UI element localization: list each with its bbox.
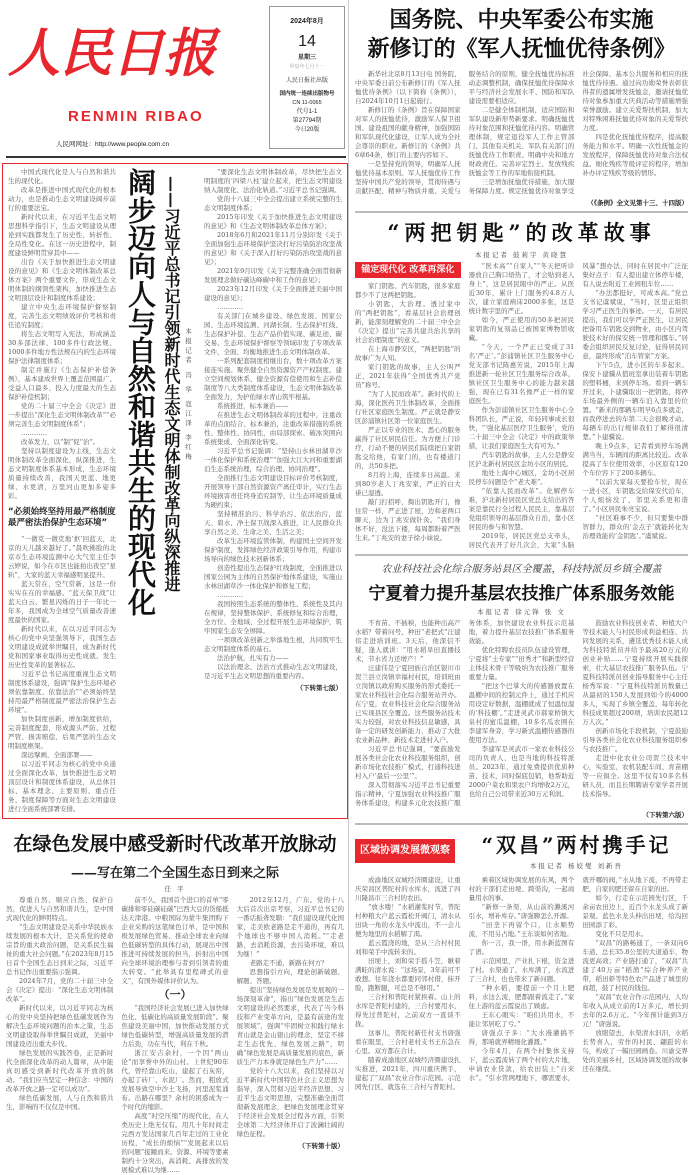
paragraph: “放水喽！”水稻灌浆时节，普陀村种粮大户蓝云霞松开阀门，清水从田块一角的水龙头中流出，不一会儿便为地里的水稻解了渴。 (355, 903, 461, 938)
paragraph: 如今，严正使用的50多把居民家钥匙的复刻品已被国家博物馆收藏。 (468, 316, 575, 342)
paragraph: 改革是推进中国式现代化的根本动力，也是推动生态文明建设阔步前行的重要法宝。 (8, 186, 116, 212)
paragraph: 思想指引方向，理论创新破题、解题、答题。 (236, 968, 344, 985)
green-subheadline: ——写在第二个全国生态日到来之际 (70, 866, 279, 881)
paragraph: 汪建伟是宁夏回族自治区银川市贺兰县立岗镇幸福村村民，培训班由立岗镇以政府购买服务的形式委托一家农业科技社会化综合服务站开办。在宁夏，农业科技社会化综合服务站已实现县区全覆盖。这些服务站技术实力较强，对农业科技信息敏感，具备一定的研发创新能力，推动了大批农业新品种、新技术走进村入户。 (355, 664, 461, 744)
paragraph: 改革生态环境监管体制，构建国土空间开发保护制度，发挥绿色经济政策引导作用，构建市场导向的绿色技术创新体系； (204, 537, 342, 563)
paragraph: ………… (21, 429, 47, 437)
feature-left-column (8, 168, 116, 501)
page-count: 今日20版 (294, 127, 320, 133)
green-continue-note: （下转第十版） (298, 1142, 344, 1150)
green-byline: 任 平 (164, 885, 186, 893)
paragraph: 新时代以来，在习近平生态文明思想科学指引下，生态文明建设从理论到实践都发生了历史性、转折性、全局性变化。在这一历史进程中，制度建设鲜明贯穿其中—— (8, 213, 116, 257)
region-headline[interactable]: “双昌”两村携手记 (481, 833, 672, 857)
paragraph: “田垄下再留个口，让水顺势流，不用另占地。”王东谈如何省地。 (468, 921, 575, 938)
date-box (269, 6, 345, 149)
paragraph: “社区难事不少，但只要集中群智群力，群众的‘金点子’就能转化为治理效能的‘金钥匙’。”虞斌说。 (582, 514, 688, 540)
publisher: 人民日报社出版 (285, 78, 328, 84)
left-page-column (2, 0, 348, 1175)
paragraph: 高度“时空压缩”的现代化，在人类历史上绝无仅有。用几十年时间走完西方发达国家几百年走过的工业化历程，“成长的烦恼”“发展起来以后的问题”接踵而来。资源、环境等要素制约十分突出，高消耗、高排放的发展模式难以为继…… (121, 1112, 229, 1174)
green-section-marker: （一） (158, 988, 192, 1001)
lead-article-body (355, 70, 688, 196)
paragraph: 全面推行生态文明建设目标评价考核制度，开展领导干部自然资源资产离任审计，实行生态环境损害责任终身追究制等，让生态环境质量成为硬约束； (204, 474, 342, 509)
right-page-column (348, 0, 688, 1092)
paragraph: 坚持精准治污、科学治污、依法治污，蓝天、碧水、净土保卫战深入推进，让人民群众共享自然之美、生命之美、生活之美； (204, 510, 342, 536)
paragraph: 在推进生态文明体制改革的过程中，注重改革的点面结合、标本兼治，注重改革措施的系统性、整体性、协同性，由局部探索、破冰突围向系统集成、全面深化转变。 (204, 411, 342, 446)
ningxia-continue-note: （下转第六版） (642, 811, 688, 819)
paragraph: 二是健全体制机制，适应国防和军队建设新形势新要求。明确抚恤优待对象范围和抚恤优待内容。明确管理体制，规定退役军人工作主管部门、其他有关机关、军队有关部门的抚恤优待工作职责。明确中央和地方财政责任。完善评定烈士、发放残疾抚恤金等工作的军地衔接机制。 (468, 106, 575, 177)
paragraph: 李建军是灵武市一家农业科技公司的负责人，也是当地的科技特派员。2023年，通过免费提供优质种苗、技术，同时保底包销，他帮助近2000户菜农和果农户均增收2万元，也给自己公司带来近30万元利润。 (468, 745, 575, 798)
paragraph: 敲门打招呼，掏出钥匙开门，像往常一样，严正进了屋，边和老两口聊天，边为丁兆安做针灸。“我们身体不好，没法下楼，每周都盼着严医生来。”丁兆安的妻子徐小妹说。 (355, 498, 461, 542)
paragraph: “新修一条渠，从山前的濑溪河引水，增补库存。”唐强聊怎么开源。 (468, 903, 575, 920)
paragraph: 出台《关于加快推进生态文明建设的意见》和《生态文明体制改革总体方案》两个重要文件，形成生态文明体制的纲领性架构，加快推进生态文明顶层设计和制度体系建设； (8, 258, 116, 302)
keys-article-body (355, 262, 688, 550)
paragraph: 如今，行走在示范园先行区，千余亩农田边上，近百个水龙头成了新景观。蓝色水龙头伸出田埂，给沟回田园添了彩。 (582, 894, 688, 929)
green-article-column (6, 896, 113, 1175)
paragraph: 改革发力，以“制”促“治”。 (21, 438, 100, 446)
paragraph: 绿色低碳发展，人与自然和谐共生，影响的不仅仅是中国。 (6, 1094, 114, 1111)
paragraph: 中国式现代化是人与自然和谐共生的现代化。 (8, 168, 116, 185)
paragraph: 深远擘画，全面部署—— (21, 751, 93, 759)
feature-left-stack (8, 168, 116, 814)
paragraph: “一微克一微克地‘抠’回蓝天，北京的天儿越来越好了。”晨吹拂脸的北京市生态环境监测中心大气室主任李云婷说，如今在市区也能拍出夜空“星轨”，大家的蓝天幸福感明显提升。 (8, 535, 116, 579)
paragraph: “医术高”“自家人”“冬天把听诊器放自己胸口焐热了，才会贴到老人身上”，这是居民眼中的严正。从医近30年，累计上门服务约4.8万人次，建立家庭病床2000多张，这是统计数字里的严正。 (468, 262, 575, 315)
paragraph: 新华社北京8月13日电 国务院、中央军委日前公布新修订的《军人抚恤优待条例》（以下简称《条例》），自2024年10月1日起施行。 (355, 70, 461, 105)
feature-subheadline: ——习近平总书记引领新时代生态文明体制改革向纵深推进 (162, 176, 181, 592)
paragraph: 2019年，居民区党总支牵头，居民代表开了好几次会，大家“头脑风暴”想办法，同时在居民中广泛征集好点子：有人提出建立体停车楼，有人说去附近工业园租车位…… (468, 262, 688, 549)
paragraph: 鼓励农业科技创业者、种植大户等技术能人与村民形成利益相连、共同发展的关系，遴选优秀技术能人成为科技特派员并给予最高20万元的创业补贴……宁夏持续开展实践探索，壮大基层农技推广服务队伍。宁夏科技特派员创业指导服务中心主任杨秀军说：“宁夏科技特派员数量已从最初的150人发展到如今的4000多人，实现了乡镇全覆盖，每年转化科技成果超过200项，培训农民超12万人次。” (582, 619, 688, 726)
paragraph: 党的十八大以来，我们坚持以习近平新时代中国特色社会主义思想为指导，深入贯彻习近平经济思想、习近平生态文明思想，完整准确全面贯彻新发展理念，把绿色发展理念贯穿于经济社会发展全过程各方面，引领全球第二大经济体开启了波澜壮阔的绿色征程。 (236, 1067, 344, 1138)
paragraph: 8月的上海，连续多日高温。来到80岁老人丁兆安家，严正的白大褂已湿透。 (355, 471, 461, 497)
region-header (355, 829, 688, 873)
paragraph: 制定并施行《生态保护补偿条例》，基本建成世界上覆盖范围最广、受益人口最多、投入力度最大的生态保护补偿机制； (8, 366, 116, 401)
date-day: 14 (298, 33, 316, 50)
green-columns (2, 896, 348, 1175)
paragraph: 田埂上，刘和荣手摇斗笠，瞅着满畦的清水说：“这场景，3年前可不敢想。往年浇水都要同邻村借，抹开脸，跑断腿，可总是不够用。” (355, 957, 461, 992)
paragraph: 在上海市静安区，“两把钥匙”的故事广为人知。 (355, 345, 461, 362)
paragraph: 王东心眼实：“咱们共用水，不能让邻居吃了亏。” (468, 1011, 575, 1028)
paragraph: 以法治理念、法治方式推动生态文明建设，是习近平生态文明思想的重要内容。 (204, 663, 342, 680)
feature-title-block (122, 168, 198, 814)
paragraph: 2023年12月印发《关于全面推进美丽中国建设的意见》； (204, 285, 342, 302)
region-article-body (355, 876, 688, 1092)
paragraph: 这事儿，普陀村新任村支书唐强看在眼里，三合村老村支书王东急在心里。双方都在合计。 (355, 1029, 461, 1055)
paragraph: 唐强点子多：“大水漫灌搞不得，那咱就弄精细化灌溉。” (468, 1029, 575, 1046)
paragraph: 三合村和普陀村紧挨着。山上的水库是普陀村建的，三合村要用水，得先过普陀村，之前双方一直谈不拢。 (355, 993, 461, 1028)
paragraph: ………… (217, 591, 243, 599)
ningxia-article-body (355, 619, 688, 808)
ningxia-kicker: 农业科技社会化综合服务站县区全覆盖，科技特派员乡镇全覆盖 (381, 564, 662, 575)
paragraph: 创新市场化手段机制，宁夏鼓励引导各类社会化农业科技服务组织参与农技推广。 (582, 727, 688, 753)
paragraph: 尊重自然、顺应自然、保护自然，促进人与自然和谐共生，是中国式现代化的鲜明特点。 (6, 896, 114, 922)
paragraph: “要深化生态文明体制改革，尽快把生态文明制度的‘四梁八柱’建立起来，把生态文明建设纳入制度化、法治化轨道。”习近平总书记强调。 (204, 168, 342, 194)
paragraph: 2021年9月印发《关于完整准确全面贯彻新发展理念做好碳达峰碳中和工作的意见》； (204, 267, 342, 284)
paragraph: 小钥匙，大治理。透过家中的“两把钥匙”，看基层社会治理创新，能深刻理解党的二十届三中全会《决定》提出“完善共建共治共享的社会治理制度”的意义。 (355, 300, 461, 344)
paragraph: “以前大家每天要抢车位，现在一进小区，车钥匙交给保安代泊车，个人烦恼没了，邻里关系更和谐了。”小区居民朱亮宝说。 (582, 478, 688, 513)
paragraph: 坚持以制度建设为主线，生态文明体制改革全面深化，纵深推进，生态文明制度体系基本形成，生态环境质量持续改善，我国天更蓝、地更绿、水更清，万里河山更加多姿多彩。 (8, 447, 116, 500)
paragraph: 三是增加抚恤优待措施，加大服务保障力度。规定抚恤优待对象享受社会保障、基本公共服务和相应的抚恤优待待遇。通过向功勋荣誉表彰获得者的遗属增发抚恤金，邀请抚恤优待对象参加重大庆典活动等措施增强荣誉激励。建立关爱帮扶机制，加大对特殊困难抚恤优待对象的关爱帮扶力度。 (468, 70, 688, 195)
paragraph: 2012年12月，广东。党的十八大后首次出京考察，习近平总书记的一番话振聋发聩：“我们建设现代化国家，走美欧老路是走不通的，再有几个地球也不够中国人消耗。”“走老路，去消耗资源，去污染环境，难以为继！” (236, 896, 344, 958)
paragraph: 前不久，我国首个进口的首单“零碳排和零硅碳硅碳”巴西大豆的货船抵达天津港。中粮国际为蒙牛集团购下企业采购的这笔绿色订单，是中国积极发展绿色贸易、推动全球农业向绿色低碳转型的具体行动，展现出中国推进可持续发展的担当，折射出中国向全球环境治理参与者到引领者的重大转变。“此举具有里程碑式的意义”，有国外媒体评价认为。 (121, 896, 229, 985)
paragraph: 蓝云霞浇的地，是从三合村村民刘和荣手中流转来的。 (355, 939, 461, 956)
website-url[interactable]: 人民网网址：http://www.people.com.cn (56, 141, 170, 148)
paragraph: 加快制度创新，增加制度供给，完善制度配套，形成源头严防、过程严管、损害赔偿、后果严惩的生态文明制度框架。 (8, 715, 116, 750)
feature-pull-quote: “必须始终坚持用最严格制度最严密法治保护生态环境” (8, 507, 116, 528)
paragraph: 地处上海中心城区，金坊小区居民停车问题是个“老大难”。 (468, 469, 575, 486)
lead-headline[interactable] (355, 6, 688, 64)
paragraph: 新时代以来，以习近平同志为核心的党中央坚持把绿色低碳发展作为解决生态环境问题的治本之策，生态文明建设取得举世瞩目成就，美丽中国建设迈出重大步伐。 (6, 1004, 114, 1048)
paragraph: 2015年印发《关于加快推进生态文明建设的意见》和《生态文明体制改革总体方案》； (204, 213, 342, 230)
serial-label: 国内统一连续出版物号 (279, 91, 335, 97)
paragraph: 浙江安吉余村，一个因“两山论”而享誉中外的山村。上世纪90年代，曾经靠山吃山，建起了石灰窑，办起了砖厂、水泥厂。然而，粗放式发展导致空中沙土飞扬，河里泥浆涌布。出路在哪里？余村的困惑成为一个时代的缩影。 (121, 1049, 229, 1111)
paragraph: 家门钥匙、汽车钥匙，很多家庭都少不了这两把钥匙。 (355, 282, 461, 299)
green-article-column (121, 896, 228, 1175)
paragraph: 汽车钥匙的故事，主人公是静安区沪北新村居民区金坊小区的居民。 (468, 451, 575, 468)
green-headline[interactable]: 在绿色发展中感受新时代改革开放脉动 (13, 833, 337, 855)
paragraph: “今天，一个严正已变成了31名‘严正’。”彭浦镇社区卫生服务中心党支部书记陈惠芳说，2015年上海推进新一轮社区卫生服务综合改革，镇社区卫生服务中心的能力越来越强，现在已有31名像严正一样的家庭医生。 (468, 343, 575, 405)
paragraph: 习近平总书记高度重视生态文明制度体系建设，强调“保护生态环境必须依靠制度、依靠法治”“必须始终坚持用最严格制度最严密法治保护生态环境”。 (8, 670, 116, 714)
paragraph: 一项项改革创新之举落地生根，共同筑牢生态文明制度体系的基石。 (204, 636, 342, 653)
feature-byline: 本报记者 冯 华 寇江泽 李红梅 (184, 328, 192, 463)
region-byline: 本报记者 杨姣燮 刘新吾 (529, 862, 624, 870)
paragraph: 老路走不通，新路在何方？ (249, 959, 328, 967)
paragraph: 建立中央生态环境保护督察制度，完善生态文明绩效评价考核和责任追究制度； (8, 303, 116, 329)
paragraph: “双昌”农业合作示范园内，人均年收入从成立前的1万多元，增长到去年的2.6万元。“今年预计能到3万元！”唐强说。 (582, 993, 688, 1028)
paragraph: 党的十八届三中全会提出建立系统完整的生态文明制度体系； (204, 195, 342, 212)
paragraph: “生态文明建设是关系中华民族永续发展的根本大计，是关系党的使命宗旨的重大政治问题，是关系民生福祉的重大社会问题。”在2023年8月15日首个全国生态日到来之际，习近平总书记作出重要指示强调。 (6, 923, 114, 976)
masthead-logo: 人民日报 (8, 23, 217, 84)
series-tag-regional: 区域协调发展微观察 (355, 839, 455, 863)
paragraph: 一是坚持党的领导，明确军人抚恤优待基本原则。军人抚恤优待工作坚持中国共产党的领导，贯彻待遇与贡献匹配、精神与物质并重、关爱与服务结合的原则，健全抚恤优待标准动态调整机制，确保抚恤优待保障水平与经济社会发展水平、国防和军队建设需要相适应。 (355, 70, 575, 195)
paragraph: 系统推进，标本兼治—— (217, 402, 289, 410)
paragraph: 作为彭浦镇社区卫生服务中心全科团队长，严正说，年轻同事成长很快，“‘强化基层医疗卫生服务’，党的二十届三中全会《决定》中的政策举措，让我们家庭医生大有可为。” (468, 406, 575, 450)
paragraph: 习近平总书记强调，“要鼓励发展各类社会化农业科技服务组织，创新市场化农技推广模式，打通科技进村入户‘最后一公里’”。 (355, 745, 461, 780)
paragraph: 示范园里，产业扎下根，资金进了村。水渠通了，水库满了，水流进了三合村，也也带来了新问题。 (468, 957, 575, 983)
paragraph: 绿色发展的实践答卷，正是新时代全面深化改革的动人篇章，从中能真切感受到新时代改革开放的脉动。“我们应当坚定一种信念：中国的改革开放之路一定可以成功”。 (6, 1049, 114, 1093)
series-tag-modernization: 锚定现代化 改革再深化 (355, 262, 461, 278)
lead-headline-line-1: 国务院、中央军委公布实施 (389, 8, 654, 33)
paragraph: 不育苗、不插秧，也能种出高产水稻？带着问号，种田“老把式”汪建伟走进培训班。3天后，他深信不疑，逢人就讲：“用水稻旱田直播技术，节水省力还增产！” (355, 619, 461, 663)
paragraph: 新修订的《条例》旨在保障国家对军人的抚恤优待，激励军人保卫祖国、建设祖国的献身精神，加强国防和军队现代化建设，让军人成为全社会尊崇的职业。新修订的《条例》共6章64条，修订的主要内容如下。 (355, 106, 461, 159)
paragraph: 晚上9点多，记者看到停车场满满当当，车辆间的距离比较近。改革提高了车位使用效率，小区原有120个车位容下了200多辆车。 (582, 442, 688, 477)
paragraph: 2018年6月和2021年11月分别印发《关于全面加强生态环境保护坚决打好污染防治攻坚战的意见》和《关于深入打好污染防治攻坚战的意见》； (204, 231, 342, 266)
feature-right-column (204, 168, 342, 681)
date-weekday: 星期三 (297, 55, 316, 61)
paragraph: “我国经济社会发展已进入加快绿色化、低碳化的高质量发展阶段”。聚焦建设美丽中国，加快推动发展方式绿色低碳转型，增强高质量发展的潜力后劲，功在当代，利在千秋。 (121, 1004, 229, 1048)
feature-left-column-2 (8, 535, 116, 814)
paragraph: 深入贯彻落实习近平总书记重要指示精神，宁夏加强农业科技推广服务体系建设，构建多元化农技推广服务体系，加快建设农业科技示范基地，着力提升基层农技推广体系服务效能。 (355, 619, 575, 807)
paragraph: 蓝天常在，空气常新，这是一份实实在在的幸福感。“蓝天保卫战”让蓝天白云、繁星闪烁的日子一年比一年多，我国成为全球空气质量改善速度最快的国家。 (8, 580, 116, 624)
paragraph: 今年4月，在两个村集体支持下，蓝云霞流转了两个村的大片地，申请农业贷款，给农田装上“自来水”。“引水管网埋地下，哪需要水，就开哪的阀，”水从地下流，不再带走肥，自家的肥还留在自家的田。 (468, 876, 688, 1082)
keys-byline: 本报记者 鼓莉宇 黄晓慧 (474, 251, 569, 259)
paragraph: 我国按照生态系统的整体性、系统性及其内在规律，坚持整体保护、系统修复和综合治理，全方位、全地域、全过程开展生态环境保护，筑牢国家生态安全屏障。 (204, 600, 342, 635)
paragraph: 四是优化抚恤优待程序，提高服务能力和水平。明确一次性抚恤金的发放程序，保障抚恤优待对象合法权益。细化残疾等级评定的程序，增加补办评定残疾等级的情形。 (582, 133, 688, 177)
cn-number: CN 11-0065 (292, 100, 322, 106)
ningxia-byline: 本报记者 徐元锋 张 文 (477, 608, 566, 616)
masthead (2, 0, 348, 160)
ningxia-headline[interactable]: 宁夏着力提升基层农技推广体系服务效能 (368, 584, 675, 604)
paragraph: “双昌”的路畅通了，一条双向6车道、总长35.8公里的大道通车，物流更高效；产业链打通了，“双昌”共建了40万亩“稻渔”综合种养产业带，稻田虾等特色农产品进了城里的商超，鼓了村民的钱包。 (582, 939, 688, 992)
paragraph: 变化不只是用水。 (595, 930, 648, 938)
paragraph: 提出“坚持绿色发展是发展观的一场深刻革命”，指出“绿色发展是生态文明建设的必然要求，代表了当今科技和产业变革方向，是最有前途的发展领域”，强调“牢固树立和践行绿水青山就是金山银山的理念，坚定不移走生态优先、绿色发展之路”，明确“绿色发展是高质量发展的底色，新质生产力本身就是绿色生产力”…… (236, 986, 344, 1066)
paragraph: “办法都挺好，可成本高。”党总支书记虞斌说，“当时，区里正组织学习严正医生的事迹。一天，有居民提出，我们可以学严正医生，让居民把备用车钥匙交到物业，由小区内驾驶技术好的保安统一管理和挪车。”居委会组织居民反复讨论，征得居民同意，最终形成“泊车管家”方案。 (582, 289, 688, 360)
paragraph: 下午5点，进小区的车多起来。保安卜建骥从值班室拿出装着车钥匙的塑料桶，来到停车场。看到一辆车开过来，卜建骥取出一把钥匙，将停车场最外侧的一辆车泊入靠里的位置。“新来的那辆车明早6点多就走，而我停进去的车第二天会很晚才动。每辆车的出行规律我们了解得很清楚。”卜建骥说。 (582, 361, 688, 441)
masthead-rule (6, 156, 346, 158)
paragraph: 党的二十届三中全会《决定》进一步提出“深化生态文明体制改革”“必须完善生态文明制度体系”； (8, 402, 116, 428)
paragraph: 随着成渝地区双城经济圈建设扎实推进，2021年，四川重庆携手，建起了“双昌”农业合作示范园。示范园先行区，就选在三合村与普陀村。 (355, 1056, 461, 1091)
issue-number: 第27794期 (292, 118, 322, 124)
paragraph: “把这个巴掌大的传感器放置在温棚中间的控制元件上，通过手机应用设定好数据，温棚就成了恒温恒湿的‘科技棚’。”走进灵武市郝家桥镇大泉村的蜜瓜温棚，10多名瓜农围在李建军身旁，学习新式温棚传感器的使用方法。 (468, 682, 575, 744)
section-rule (355, 211, 688, 213)
paragraph: 2024年7月，党的二十届三中全会《决定》提出：“深化生态文明体制改革”。 (6, 977, 114, 1003)
lead-headline-line-2: 新修订的《军人抚恤优待条例》 (367, 37, 676, 62)
green-article-column (237, 896, 344, 1175)
paragraph: “种水稻，要提前一个月上肥料，水这么流，肥都跟着流走了。”家住上游的蓝云霞说出了顾虑。 (468, 984, 575, 1010)
paragraph: 优化特聘农技员队伍建设管理，宁夏将“土专家”“田秀才”和新型经营主体技术骨干等吸纳为农技推广服务重要力量。 (468, 646, 575, 681)
paragraph: 法治护航，扎实有力—— (217, 654, 289, 662)
paragraph: 习近平总书记强调：“坚持山水林田湖草沙一体化保护和系统治理”“加强大江大河和重要湖泊生态系统治理，综合治理、协同治理”。 (204, 447, 342, 473)
paragraph: 严正以专业的医术、悉心的服务赢得了社区居民信任。为方便上门诊疗，行动不便的居民们陆续把自家钥匙交给他，有家门的，也有楼道门的，共50多把。 (355, 426, 461, 470)
paragraph: 有关部门在城乡建设、绿色发展、国家公园、生态环境监测、河湖长制、生态保护红线、生态保护补偿、生态产品价值实现、碳足迹、碳交易、生态环境保护督察等领域印发了专项改革文件，全面、均衡地推进生态文明体制改革。 (204, 312, 342, 356)
paragraph: 你一言，我一语，用水新蓝图有了谱。 (468, 939, 575, 956)
paragraph: 创造性提出生态保护红线制度，全面推进以国家公园为主体的自然保护地体系建设，实施山水林田湖草沙一体化保护和修复工程； (204, 564, 342, 590)
paragraph: 家门钥匙的故事，主人公叫严正，2021年获得“全国优秀共产党员”称号。 (355, 363, 461, 389)
paragraph: “依靠人民而改革”。化解停车难，沪北新村居民区党总支给出的答案是靠民行全过程人民民主，靠基层党组织领导的基层群众自治，靠小区居民的参与和智慧。 (468, 487, 575, 531)
masthead-logo-english: RENMIN RIBAO (68, 108, 204, 125)
paragraph: 一系列配套制度相继出台，数十项改革方案接连实施。聚焦健全自然资源资产产权制度、建立空间规划体系、健全资源有偿使用和生态补偿制度等八大类制度体系建设，生态文明体制改革全面发力，为护佑绿水青山筑牢根基。 (204, 357, 342, 401)
section-rule (355, 554, 688, 556)
feature-right-stack (204, 168, 342, 814)
feature-box (2, 163, 348, 819)
paragraph: 将生态文明写入宪法，形成涵盖30多部法律、100多件行政法规、1000多件地方性法规在内的生态环境保护法律制度体系； (8, 330, 116, 365)
paragraph: “为了人民而改革”。新时代的上海，深化医药卫生体制改革，全面推行社区家庭医生制度。严正就是静安区彭浦镇社区第一位家庭医生。 (355, 390, 461, 425)
keys-headline[interactable]: “两把钥匙”的改革故事 (387, 220, 656, 245)
paragraph: 放眼望去，水渠清水汩汩，水稻长势喜人，劳作的村民、翩跹的水鸟，构成了一幅田园画卷。川渝交界处的美丽乡村，区域协调发展的故事还在继续。 (582, 1029, 688, 1073)
paragraph: 乘着区域协调发展的东风，两个村的干部们走田埂、跨渠沟，一起商量用水的事。 (468, 876, 575, 902)
feature-continue-note: （下转第七版） (296, 684, 342, 692)
paragraph: 新时代以来，在以习近平同志为核心的党中央坚强领导下，我国生态文明建设成就举世瞩目，成为新时代党和国家事业取得历史性成就、发生历史性变革的显著标志。 (8, 625, 116, 669)
date-year-month: 2024年8月 (290, 18, 324, 25)
postal-code: 代号1-1 (296, 109, 318, 115)
paragraph: 成渝地区双城经济圈建设，让重庆荣昌区普陀村的水库水，流进了四川隆昌市三合村的农田。 (355, 876, 461, 902)
section-rule (355, 823, 688, 825)
paragraph: 以习近平同志为核心的党中央通过全面深化改革，加快推进生态文明顶层设计和制度体系建设，从总体目标、基本理念、主要原则、重点任务、制度保障等方面对生态文明建设进行全面系统部署安排。 (8, 760, 116, 813)
paragraph: ………… (217, 303, 243, 311)
lead-continue-note: （《条例》全文见第十三、十四版） (587, 199, 688, 207)
green-article (2, 829, 348, 1175)
feature-headline[interactable]: 阔步迈向人与自然和谐共生的现代化 (124, 168, 157, 616)
lunar-date: 甲辰年七月十一 (289, 64, 325, 70)
paragraph: 走进中化农业公司贺兰技术中心，实验室、农机装配车间、育苗棚等一应俱全。这里不仅有10多名科研人员，而且长期聘请专家学者开展技术指导。 (582, 754, 688, 798)
